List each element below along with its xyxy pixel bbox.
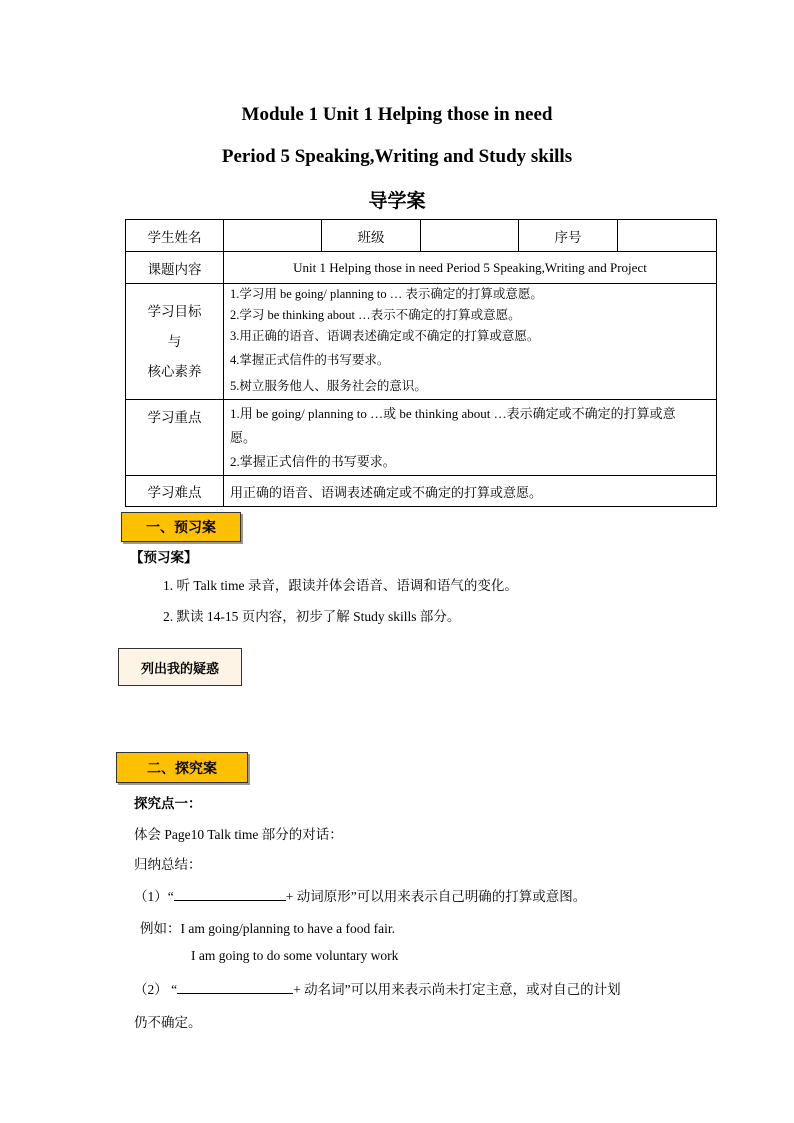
student-name-label: 学生姓名 — [126, 220, 224, 252]
class-label: 班级 — [322, 220, 421, 252]
topic-label: 课题内容 — [126, 252, 224, 284]
preview-item-2: 2. 默读 14-15 页内容，初步了解 Study skills 部分。 — [163, 609, 461, 624]
key-point-1: 1.用 be going/ planning to …或 be thinking about …表示确定或不确定的打算或意 — [230, 405, 676, 421]
example-1: 例如：I am going/planning to have a food fair. — [140, 921, 395, 936]
goals-list — [224, 284, 717, 400]
section-explore-button[interactable]: 二、探究案 — [116, 752, 248, 783]
doubts-box[interactable]: 列出我的疑惑 — [118, 648, 242, 686]
title-line-1: Module 1 Unit 1 Helping those in need — [241, 104, 553, 125]
rule-1-suffix: + 动词原形”可以用来表示自己明确的打算或意图。 — [285, 889, 587, 904]
student-name-field[interactable] — [224, 220, 322, 252]
rule-2 — [134, 978, 621, 998]
goals-label-3: 核心素养 — [147, 363, 202, 380]
goal-item: 2.学习 be thinking about …表示不确定的打算或意愿。 — [230, 308, 521, 322]
number-label: 序号 — [519, 220, 618, 252]
rule-2-suffix: + 动名词”可以用来表示尚未打定主意，或对自己的计划 — [293, 982, 621, 997]
rule-1 — [134, 885, 586, 905]
rule-2-prefix: （2） “ — [134, 982, 178, 997]
title-line-2: Period 5 Speaking,Writing and Study skills — [221, 146, 573, 167]
preview-item-1: 1. 听 Talk time 录音，跟读并体会语音、语调和语气的变化。 — [163, 578, 518, 593]
explore-line-1: 体会 Page10 Talk time 部分的对话： — [134, 827, 343, 842]
preview-heading: 【预习案】 — [130, 550, 198, 566]
goal-item: 4.掌握正式信件的书写要求。 — [230, 353, 390, 367]
key-points-label: 学习重点 — [126, 400, 224, 476]
topic-value: Unit 1 Helping those in need Period 5 Speaking,Writing and Project — [224, 252, 717, 284]
key-point-1b: 愿。 — [230, 429, 257, 445]
goals-label-2: 与 — [167, 333, 182, 350]
rule-2-blank[interactable] — [177, 980, 293, 994]
class-field[interactable] — [421, 220, 519, 252]
rule-1-blank[interactable] — [174, 887, 286, 901]
number-field[interactable] — [618, 220, 717, 252]
goals-label-1: 学习目标 — [147, 303, 202, 320]
goals-label — [126, 284, 224, 400]
example-2: I am going to do some voluntary work — [191, 948, 399, 963]
key-points — [224, 400, 717, 476]
key-point-2: 2.掌握正式信件的书写要求。 — [230, 453, 396, 469]
rule-1-prefix: （1）“ — [134, 889, 174, 904]
title-line-3: 导学案 — [368, 190, 426, 212]
explore-line-2: 归纳总结： — [134, 857, 202, 873]
goal-item: 3.用正确的语音、语调表述确定或不确定的打算或意愿。 — [230, 329, 540, 343]
goal-item: 5.树立服务他人、服务社会的意识。 — [230, 379, 427, 393]
rule-2-continued: 仍不确定。 — [134, 1015, 202, 1031]
explore-point-title: 探究点一： — [134, 796, 202, 812]
section-preview-button[interactable]: 一、预习案 — [121, 512, 241, 542]
goal-item: 1.学习用 be going/ planning to … 表示确定的打算或意愿。 — [230, 287, 543, 301]
difficulty-label: 学习难点 — [126, 476, 224, 507]
difficulty-value: 用正确的语音、语调表述确定或不确定的打算或意愿。 — [224, 476, 717, 507]
info-table — [125, 219, 717, 507]
